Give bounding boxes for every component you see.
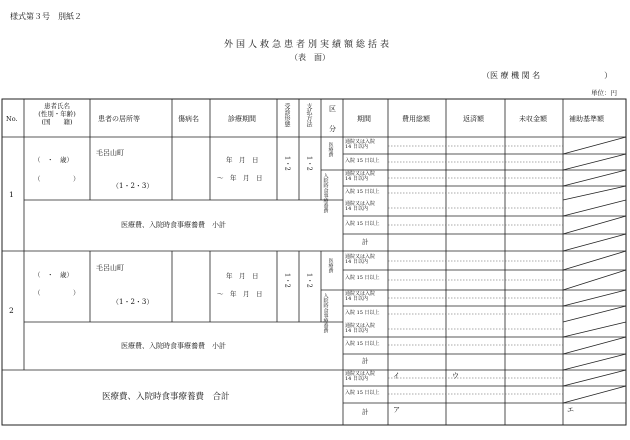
term-within-l1: 通院又は入院: [345, 371, 376, 377]
marker-i: イ: [393, 372, 400, 380]
term-within-l2: 14 日以内: [345, 144, 368, 151]
col-header-disease: 傷病名: [178, 115, 199, 123]
term-within-l2: 14 日以内: [345, 259, 368, 266]
unit-label: 単位：円: [591, 89, 617, 97]
patient-2-div-meal: 入院時食事療養費: [322, 293, 329, 333]
patient-2-insured[interactable]: 1・2: [283, 273, 292, 288]
term-total-grand: 計: [362, 408, 369, 416]
patient-2-payment[interactable]: 1・2: [305, 273, 314, 288]
term-within-p2a: [345, 255, 375, 266]
term-over-p2c: 入院 15 日以上: [345, 341, 380, 347]
patient-2-period-to[interactable]: 〜 年 月 日: [217, 290, 263, 298]
term-over-p2a: 入院 15 日以上: [345, 275, 380, 281]
col-header-total-cost: 費用総額: [402, 115, 430, 123]
term-within-p1a: [345, 140, 375, 151]
patient-1-insured[interactable]: 1・2: [283, 156, 292, 171]
term-within-p2c: [345, 324, 375, 335]
col-header-period: 診療期間: [228, 115, 256, 123]
term-within-l2: 14 日以内: [345, 296, 368, 303]
patient-2-town: 毛呂山町: [96, 264, 124, 272]
page-title: 外国人救急患者別実績額総括表: [224, 40, 393, 50]
patient-1-town: 毛呂山町: [96, 149, 124, 157]
term-over-p1c: 入院 15 日以上: [345, 221, 380, 227]
patient-2-period-from[interactable]: 年 月 日: [226, 272, 259, 280]
patient-2-options[interactable]: （1・2・3）: [112, 298, 154, 306]
term-total-p1: 計: [362, 238, 369, 246]
patient-1-payment[interactable]: 1・2: [305, 156, 314, 171]
patient-2-subtotal-label: 医療費、入院時食事療養費 小計: [121, 342, 226, 350]
marker-a: ア: [393, 406, 400, 414]
term-within-total: [345, 372, 375, 383]
institution-name-field[interactable]: （医 療 機 関 名 ）: [482, 71, 613, 80]
term-within-l1: 通院又は入院: [345, 139, 376, 145]
term-over-p1b: 入院 15 日以上: [345, 189, 380, 195]
term-within-l2: 14 日以内: [345, 206, 368, 213]
col-header-residence: 患者の居所等: [98, 115, 140, 123]
col-header-payment: 支払方法: [305, 103, 312, 127]
patient-2-no: 2: [9, 306, 14, 315]
term-within-l1: 通院又は入院: [345, 323, 376, 329]
patient-1-period-to[interactable]: 〜 年 月 日: [217, 174, 263, 182]
form-number: 様式第３号 別紙２: [10, 12, 82, 21]
col-header-subsidy: 補助基準額: [569, 115, 604, 123]
term-within-l1: 通院又は入院: [345, 201, 376, 207]
patient-1-age[interactable]: （ ・ 歳）: [34, 156, 73, 164]
col-header-patient: [24, 103, 90, 126]
term-within-l2: 14 日以内: [345, 376, 368, 383]
patient-1-subtotal-label: 医療費、入院時食事療養費 小計: [121, 221, 226, 229]
term-within-l1: 通院又は入院: [345, 171, 376, 177]
term-within-p2b: [345, 292, 375, 303]
term-within-p1c: [345, 202, 375, 213]
term-within-l2: 14 日以内: [345, 176, 368, 183]
col-header-patient-l3: (国 籍): [41, 117, 73, 126]
term-within-l2: 14 日以内: [345, 328, 368, 335]
term-over-total: 入院 15 日以上: [345, 390, 380, 396]
patient-1-no: 1: [9, 190, 14, 199]
col-header-division-2: 分: [329, 125, 336, 133]
page-subtitle: （表 面）: [290, 53, 330, 62]
term-total-p2: 計: [362, 357, 369, 365]
marker-u: ウ: [452, 372, 459, 380]
patient-1-period-from[interactable]: 年 月 日: [226, 156, 259, 164]
patient-2-nationality[interactable]: （ ）: [34, 289, 80, 297]
term-within-l1: 通院又は入院: [345, 254, 376, 260]
col-header-repayment: 返済額: [463, 115, 484, 123]
patient-1-div-medical: 医療費: [327, 142, 334, 157]
col-header-insured: 受診形態: [283, 103, 290, 127]
patient-2-age[interactable]: （ ・ 歳）: [34, 271, 73, 279]
term-within-l1: 通院又は入院: [345, 291, 376, 297]
grand-total-label: 医療費、入院時食事療養費 合計: [102, 392, 230, 402]
col-header-no: No.: [6, 115, 18, 123]
col-header-uncollected: 未収金額: [519, 115, 547, 123]
marker-e: エ: [567, 406, 574, 414]
term-within-p1b: [345, 172, 375, 183]
term-over-p2b: 入院 15 日以上: [345, 310, 380, 316]
col-header-patient-l2: (性別・年齢): [38, 109, 76, 118]
patient-1-nationality[interactable]: （ ）: [34, 175, 80, 183]
col-header-term: 期間: [357, 115, 371, 123]
term-over-p1a: 入院 15 日以上: [345, 158, 380, 164]
patient-1-options[interactable]: （1・2・3）: [112, 182, 154, 190]
patient-1-div-meal: 入院時食事療養費: [322, 173, 329, 213]
col-header-patient-l1: 患者氏名: [44, 102, 70, 110]
col-header-division-1: 区: [329, 105, 336, 113]
patient-2-div-medical: 医療費: [327, 258, 334, 273]
